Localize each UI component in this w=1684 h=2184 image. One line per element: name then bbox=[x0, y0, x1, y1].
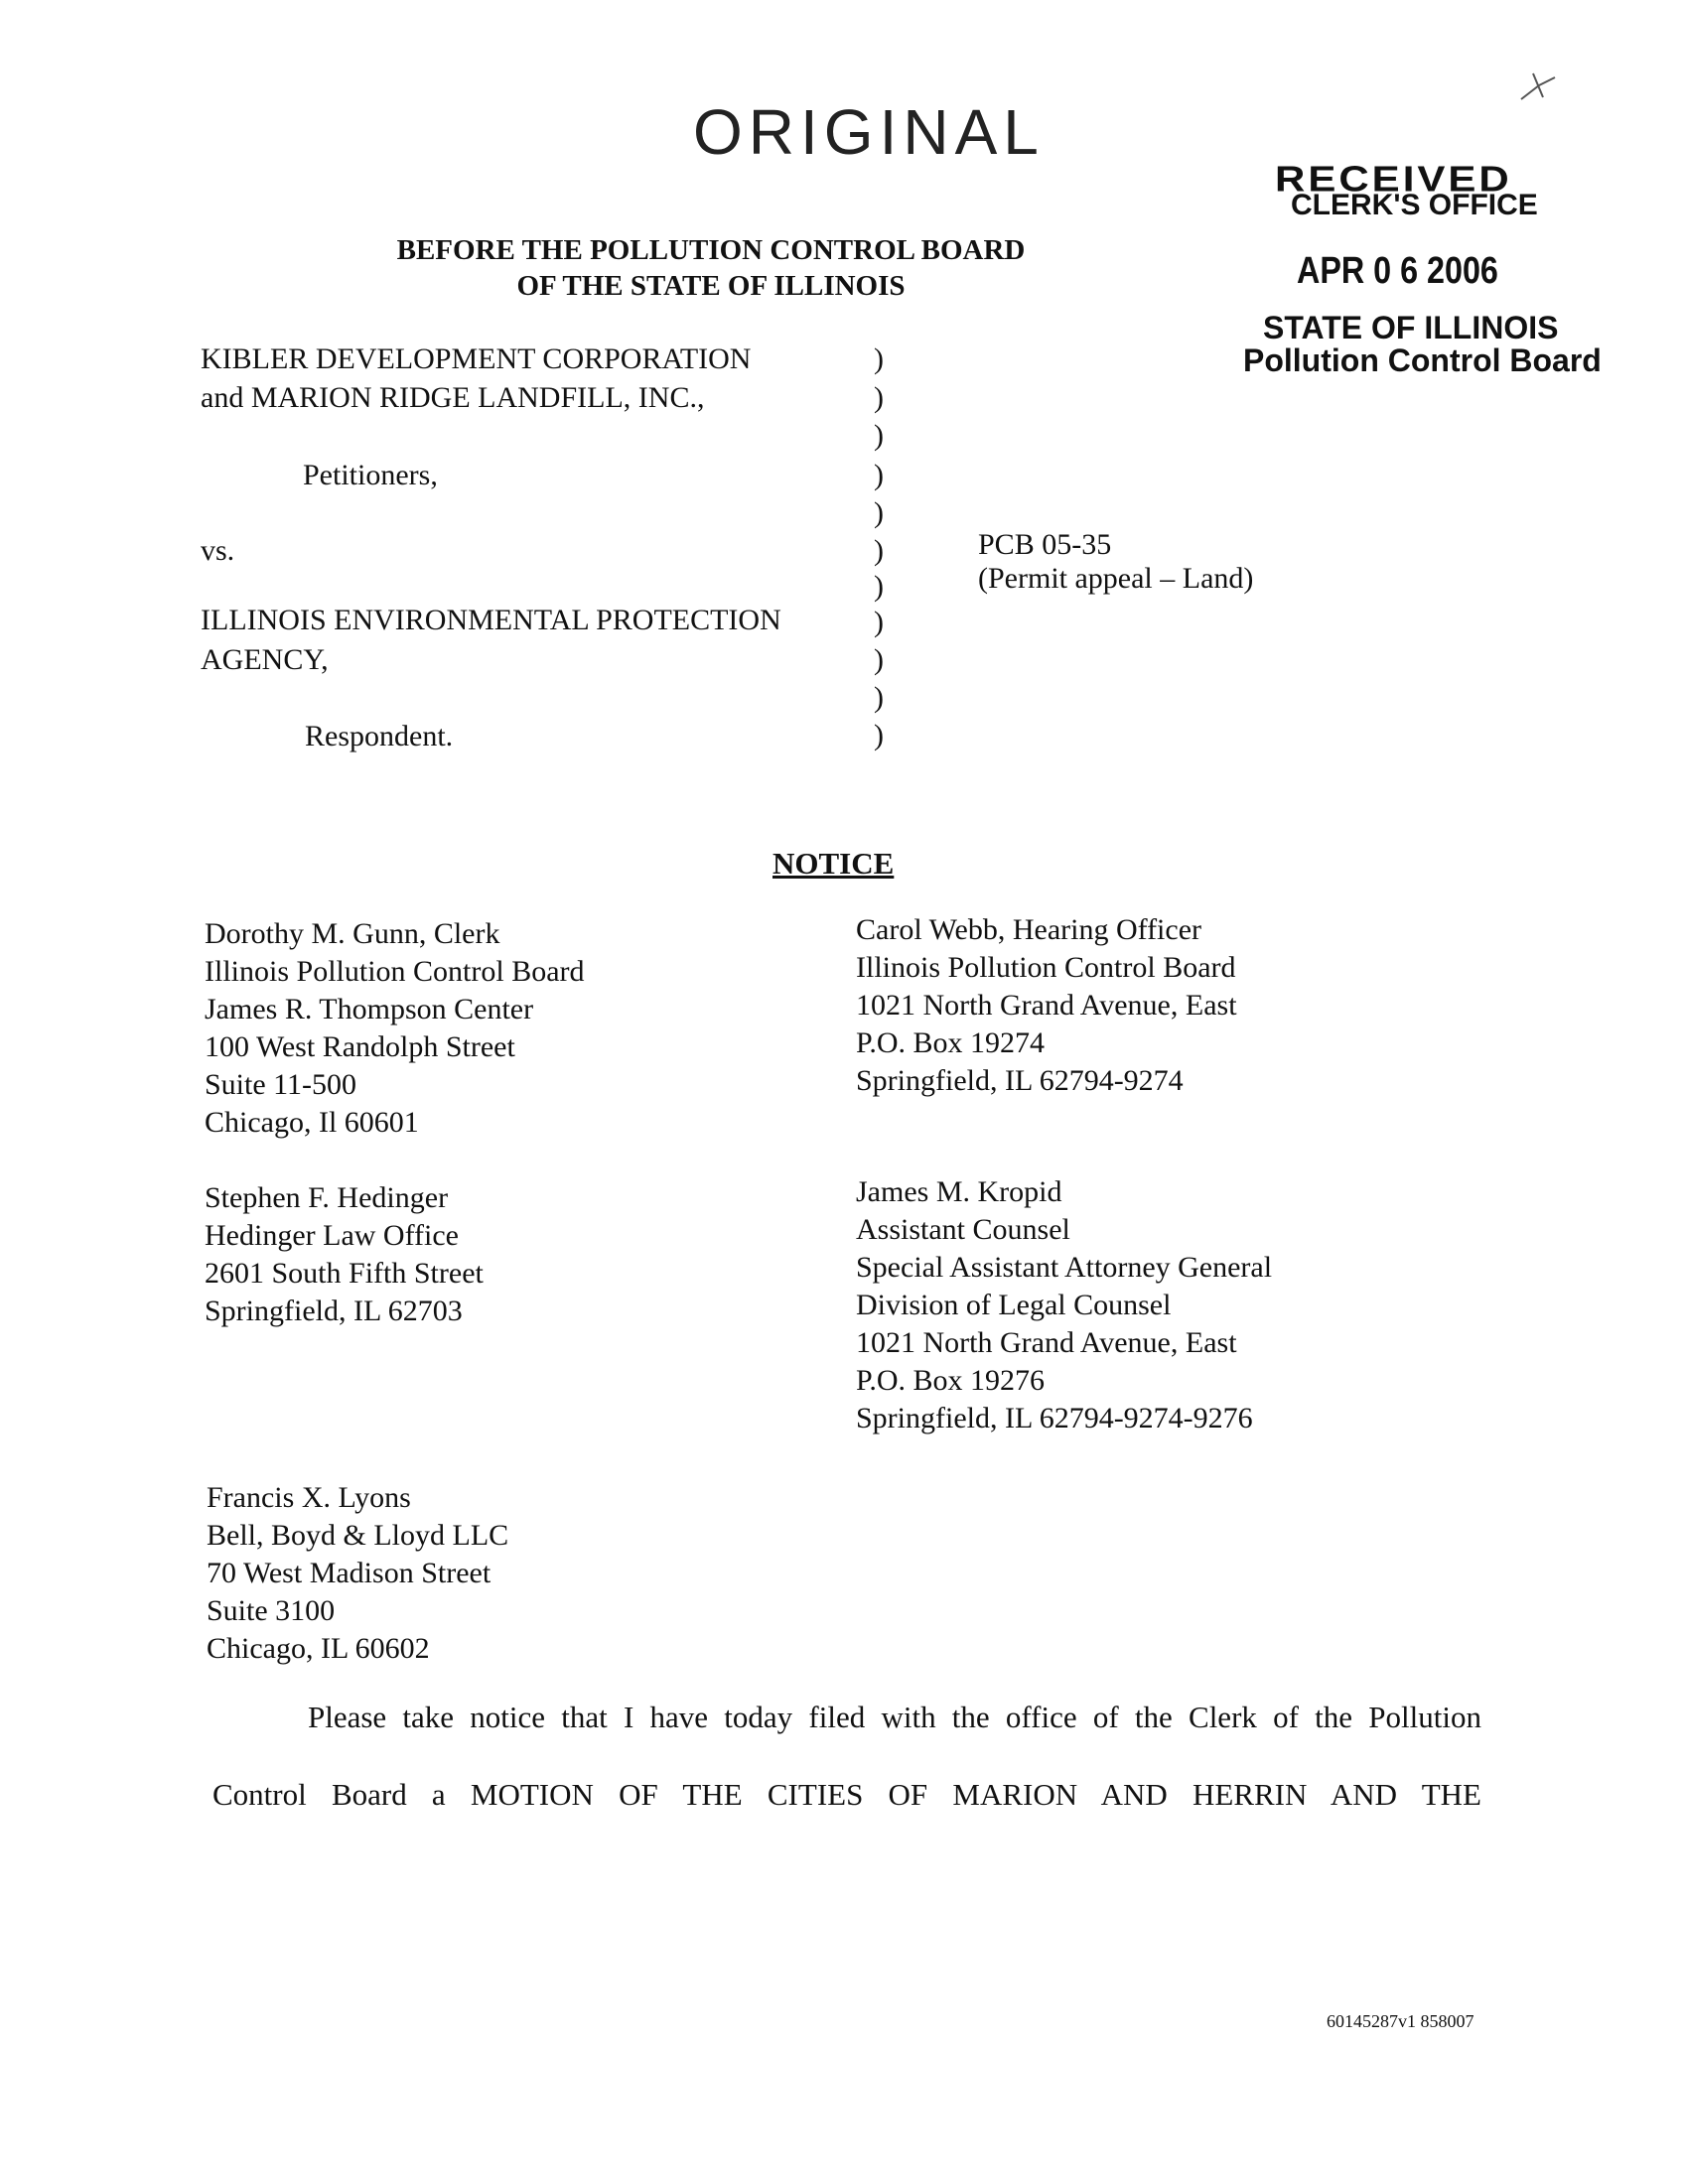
address-line: Stephen F. Hedinger bbox=[205, 1181, 449, 1214]
address-line: James M. Kropid bbox=[856, 1175, 1062, 1208]
address-line: P.O. Box 19274 bbox=[856, 1026, 1046, 1059]
address-line: 70 West Madison Street bbox=[207, 1557, 491, 1589]
notice-body-line1: Please take notice that I have today filed with the office of the Clerk of the Pollution bbox=[308, 1700, 1481, 1734]
petitioner-name-line1: KIBLER DEVELOPMENT CORPORATION bbox=[201, 342, 752, 375]
caption-paren: ) bbox=[874, 534, 884, 567]
board-heading-line1: BEFORE THE POLLUTION CONTROL BOARD bbox=[396, 234, 1026, 266]
addressee-block-hedinger bbox=[205, 1179, 484, 1330]
address-line: Special Assistant Attorney General bbox=[856, 1251, 1273, 1284]
address-line: 1021 North Grand Avenue, East bbox=[856, 1326, 1237, 1359]
address-line: Francis X. Lyons bbox=[207, 1481, 411, 1514]
case-number: PCB 05-35 bbox=[978, 528, 1112, 561]
address-line: Suite 11-500 bbox=[205, 1068, 357, 1101]
address-line: 100 West Randolph Street bbox=[205, 1030, 515, 1063]
caption-paren: ) bbox=[874, 643, 884, 676]
address-line: Hedinger Law Office bbox=[205, 1219, 459, 1252]
received-stamp-state: STATE OF ILLINOIS bbox=[1263, 310, 1559, 345]
address-line: Division of Legal Counsel bbox=[856, 1289, 1172, 1321]
caption-paren: ) bbox=[874, 419, 884, 452]
addressee-block-clerk bbox=[205, 915, 585, 1142]
handwritten-check-mark bbox=[1517, 69, 1557, 109]
address-line: Springfield, IL 62703 bbox=[205, 1295, 463, 1327]
case-type: (Permit appeal – Land) bbox=[978, 562, 1254, 595]
caption-paren: ) bbox=[874, 459, 884, 491]
address-line: Dorothy M. Gunn, Clerk bbox=[205, 917, 500, 950]
addressee-block-hearing-officer bbox=[856, 911, 1237, 1100]
address-line: Chicago, Il 60601 bbox=[205, 1106, 419, 1139]
received-stamp-title: RECEIVED bbox=[1275, 159, 1512, 199]
received-stamp-date: APR 0 6 2006 bbox=[1297, 250, 1498, 292]
caption-paren: ) bbox=[874, 681, 884, 714]
address-line: P.O. Box 19276 bbox=[856, 1364, 1046, 1397]
address-line: 1021 North Grand Avenue, East bbox=[856, 989, 1237, 1022]
address-line: Springfield, IL 62794-9274 bbox=[856, 1064, 1184, 1097]
caption-paren: ) bbox=[874, 496, 884, 529]
caption-paren: ) bbox=[874, 342, 884, 375]
original-stamp: ORIGINAL bbox=[693, 96, 1045, 168]
address-line: Illinois Pollution Control Board bbox=[205, 955, 585, 988]
respondent-name-line2: AGENCY, bbox=[201, 643, 329, 676]
caption-paren: ) bbox=[874, 570, 884, 603]
address-line: Springfield, IL 62794-9274-9276 bbox=[856, 1402, 1253, 1434]
respondent-name-line1: ILLINOIS ENVIRONMENTAL PROTECTION bbox=[201, 604, 781, 636]
address-line: Assistant Counsel bbox=[856, 1213, 1070, 1246]
address-line: Illinois Pollution Control Board bbox=[856, 951, 1236, 984]
caption-paren: ) bbox=[874, 606, 884, 638]
addressee-block-lyons bbox=[207, 1479, 508, 1668]
board-heading-line2: OF THE STATE OF ILLINOIS bbox=[516, 270, 906, 302]
address-line: Bell, Boyd & Lloyd LLC bbox=[207, 1519, 509, 1552]
notice-heading: NOTICE bbox=[772, 846, 895, 881]
caption-paren: ) bbox=[874, 381, 884, 414]
received-stamp-office: CLERK'S OFFICE bbox=[1291, 189, 1538, 221]
address-line: 2601 South Fifth Street bbox=[205, 1257, 484, 1290]
petitioner-name-line2: and MARION RIDGE LANDFILL, INC., bbox=[201, 381, 705, 414]
respondent-label: Respondent. bbox=[305, 720, 454, 752]
notice-body-line2: Control Board a MOTION OF THE CITIES OF MARION AND HERRIN AND THE bbox=[212, 1777, 1481, 1812]
addressee-block-kropid bbox=[856, 1173, 1272, 1437]
address-line: James R. Thompson Center bbox=[205, 993, 534, 1025]
address-line: Suite 3100 bbox=[207, 1594, 336, 1627]
address-line: Chicago, IL 60602 bbox=[207, 1632, 430, 1665]
versus-label: vs. bbox=[201, 534, 235, 567]
address-line: Carol Webb, Hearing Officer bbox=[856, 913, 1202, 946]
caption-paren: ) bbox=[874, 719, 884, 751]
received-stamp-board: Pollution Control Board bbox=[1243, 342, 1602, 378]
document-id: 60145287v1 858007 bbox=[1327, 2011, 1474, 2031]
petitioners-label: Petitioners, bbox=[303, 459, 438, 491]
